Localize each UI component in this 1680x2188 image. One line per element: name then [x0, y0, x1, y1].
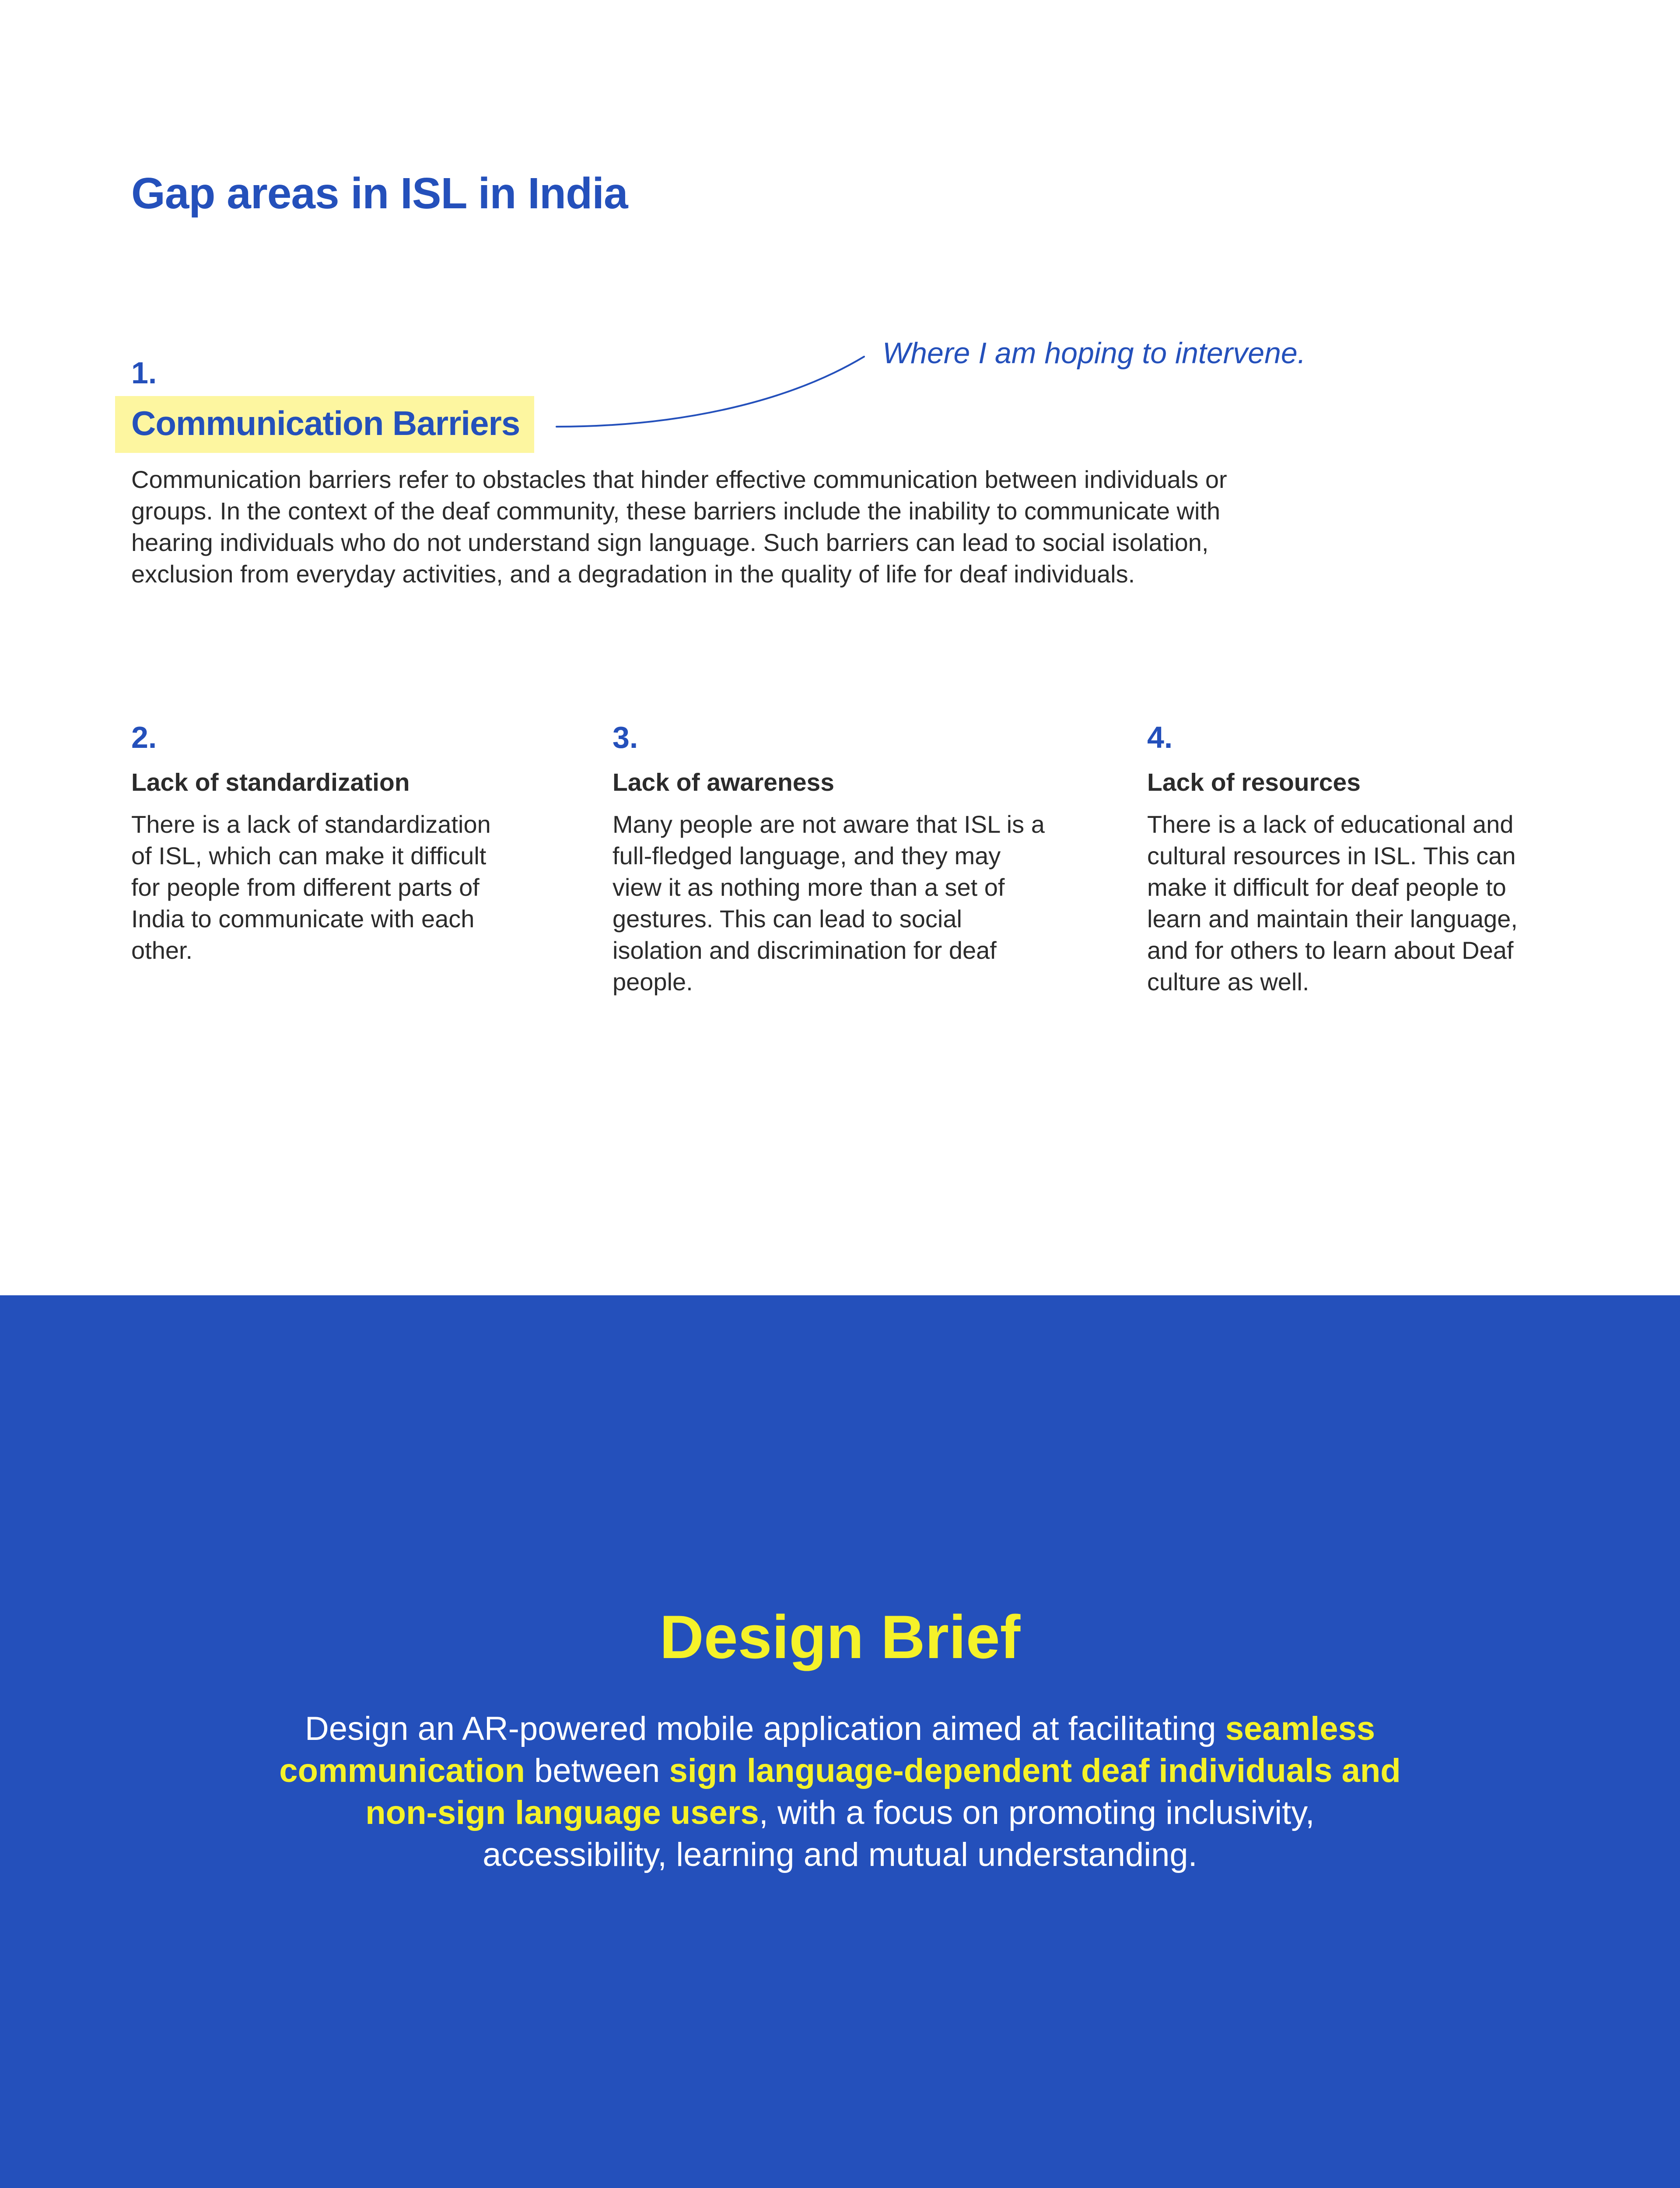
gap-1-number: 1. [131, 356, 157, 390]
gap-2-title: Lack of standardization [131, 768, 410, 796]
gap-4-description: There is a lack of educational and cultural resources in ISL. This can make it difficult for deaf people to learn and maintain their language, and for others to learn about Deaf culture as well. [1147, 810, 1518, 996]
design-brief-section [0, 1295, 1680, 2188]
gap-3-number: 3. [612, 720, 638, 754]
brief-text-part-3: , with a focus on promoting inclusivity, accessibility, learning and mutual understanding. [483, 1794, 1315, 1873]
brief-highlight-user-groups: sign language-dependent deaf individuals and non-sign language users [365, 1752, 1401, 1831]
design-brief-title: Design Brief [659, 1602, 1021, 1671]
gap-3-description: Many people are not aware that ISL is a full-fledged language, and they may view it as nothing more than a set of gestures. This can lead to social isolation and discrimination for deaf people. [612, 810, 1045, 996]
gap-4-number: 4. [1147, 720, 1173, 754]
intervention-annotation: Where I am hoping to intervene. [882, 337, 1306, 370]
brief-highlight-seamless-communication: seamless communication [279, 1710, 1376, 1789]
gap-2-description: There is a lack of standardization of ISL, which can make it difficult for people from different parts of India to communicate with each other. [131, 810, 491, 964]
gap-1-title: Communication Barriers [131, 404, 520, 442]
gap-2-number: 2. [131, 720, 157, 754]
design-brief-text [271, 1708, 1409, 1876]
page-title: Gap areas in ISL in India [131, 169, 628, 218]
gap-1-description: Communication barriers refer to obstacles that hinder effective communication between individuals or groups. In the context of the deaf community, these barriers include the inability to communicate with hearing individuals who do not understand sign language. Such barriers can lead to social isolation, exclusion from everyday activities, and a degradation in the quality of life for deaf individuals. [131, 466, 1227, 588]
annotation-connector-line [0, 0, 1680, 525]
gap-4-title: Lack of resources [1147, 768, 1361, 796]
brief-text-part-1: Design an AR-powered mobile application aimed at facilitating [304, 1710, 1225, 1747]
gap-3-title: Lack of awareness [612, 768, 834, 796]
brief-text-part-2: between [525, 1752, 669, 1789]
